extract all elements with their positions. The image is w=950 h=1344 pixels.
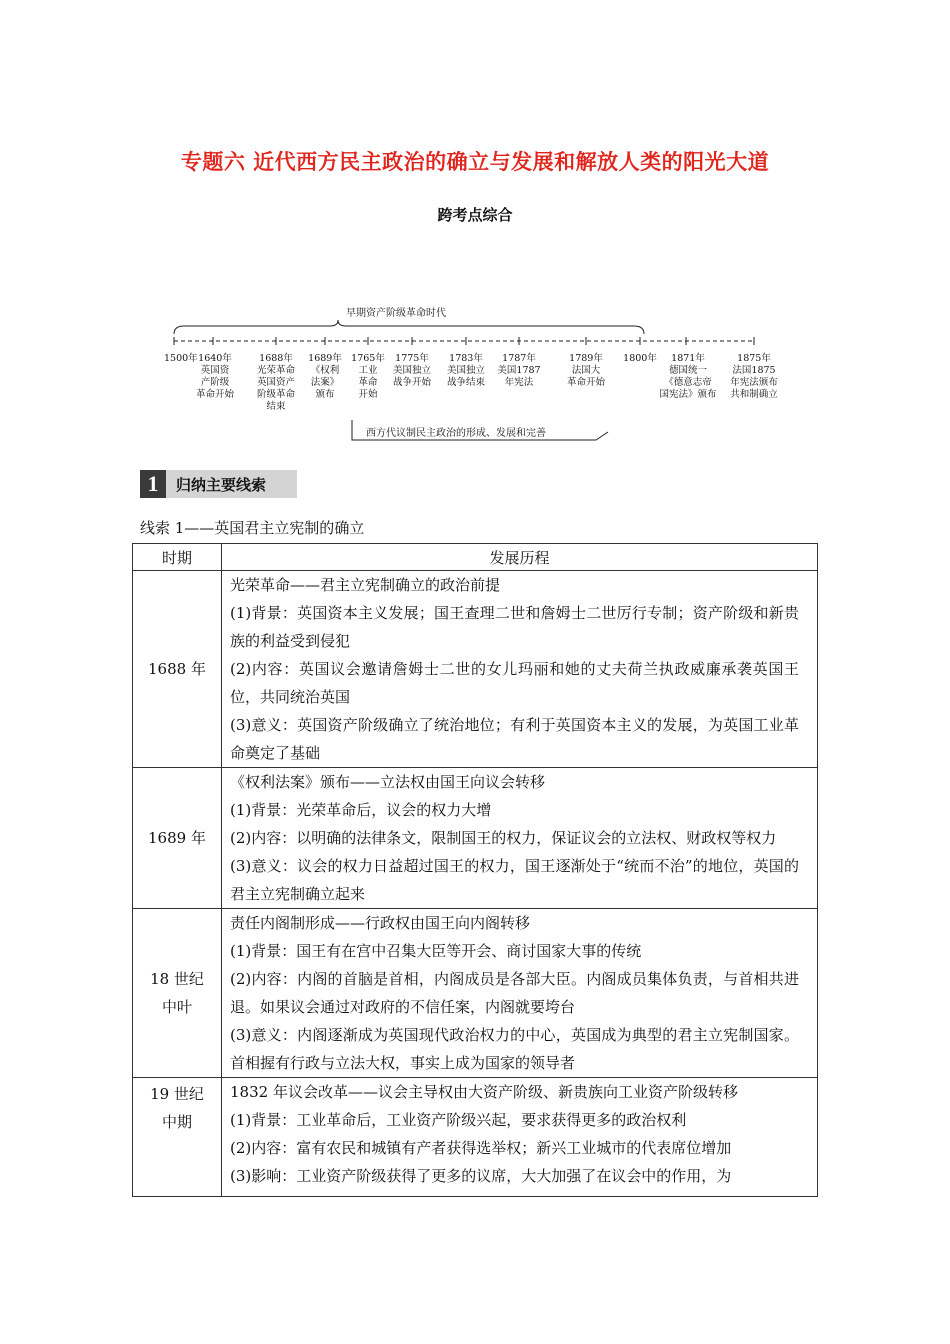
timeline-event: 1640年 英国资 产阶级 革命开始 bbox=[195, 353, 234, 400]
timeline-diagram bbox=[140, 296, 820, 446]
timeline-event: 1800年 bbox=[623, 353, 657, 364]
content-line: (2)内容：富有农民和城镇有产者获得选举权；新兴工业城市的代表席位增加 bbox=[230, 1139, 732, 1157]
content-cell bbox=[222, 768, 818, 909]
content-line: 1832 年议会改革——议会主导权由大资产阶级、新贵族向工业资产阶级转移 bbox=[230, 1083, 738, 1101]
section-number: 1 bbox=[140, 470, 166, 498]
table-row bbox=[133, 909, 818, 1078]
top-brace bbox=[174, 320, 644, 334]
history-table bbox=[132, 543, 818, 1197]
content-line: (1)背景：光荣革命后，议会的权力大增 bbox=[230, 801, 492, 819]
content-line: 《权利法案》颁布——立法权由国王向议会转移 bbox=[230, 773, 546, 791]
content-cell bbox=[222, 571, 818, 768]
timeline-event: 1500年 bbox=[164, 353, 198, 364]
timeline-event: 1783年 美国独立 战争结束 bbox=[446, 353, 485, 388]
clue-heading: 线索 1——英国君主立宪制的确立 bbox=[140, 519, 365, 537]
content-line: (2)内容：内阁的首脑是首相，内阁成员是各部大臣。内阁成员集体负责，与首相共进退。如果议会通过对政府的不信任案，内阁就要垮台 bbox=[230, 970, 799, 1016]
timeline-event: 1689年 《权利 法案》 颁布 bbox=[308, 353, 342, 400]
timeline-event: 1775年 美国独立 战争开始 bbox=[392, 353, 431, 388]
period-cell: 18 世纪中叶 bbox=[133, 909, 222, 1078]
content-line: (3)意义：议会的权力日益超过国王的权力，国王逐渐处于“统而不治”的地位，英国的君主立宪制确立起来 bbox=[230, 857, 799, 903]
timeline-event: 1789年 法国大 革命开始 bbox=[566, 353, 605, 388]
timeline-event: 1871年 德国统一 《德意志帝 国宪法》颁布 bbox=[659, 353, 717, 400]
timeline-event: 1765年 工业 革命 开始 bbox=[351, 353, 385, 400]
content-line: (3)意义：内阁逐渐成为英国现代政治权力的中心，英国成为典型的君主立宪制国家。首相握有行政与立法大权，事实上成为国家的领导者 bbox=[230, 1026, 799, 1072]
table-header-row bbox=[133, 544, 818, 571]
timeline-event: 1787年 美国1787 年宪法 bbox=[497, 353, 541, 388]
timeline-bottom-label: 西方代议制民主政治的形成、发展和完善 bbox=[366, 428, 546, 439]
content-line: (3)影响：工业资产阶级获得了更多的议席，大大加强了在议会中的作用，为 bbox=[230, 1167, 732, 1185]
column-header: 发展历程 bbox=[222, 544, 818, 571]
section-heading bbox=[140, 470, 297, 498]
content-line: 光荣革命——君主立宪制确立的政治前提 bbox=[230, 576, 501, 594]
period-cell: 19 世纪中期 bbox=[133, 1078, 222, 1197]
content-line: 责任内阁制形成——行政权由国王向内阁转移 bbox=[230, 914, 531, 932]
column-header: 时期 bbox=[133, 544, 222, 571]
page-title: 专题六 近代西方民主政治的确立与发展和解放人类的阳光大道 bbox=[180, 150, 770, 174]
content-line: (1)背景：英国资本主义发展；国王查理二世和詹姆士二世厉行专制；资产阶级和新贵族的利益受到侵犯 bbox=[230, 604, 799, 650]
content-line: (1)背景：国王有在宫中召集大臣等开会、商讨国家大事的传统 bbox=[230, 942, 642, 960]
table-row bbox=[133, 571, 818, 768]
content-line: (3)意义：英国资产阶级确立了统治地位；有利于英国资本主义的发展，为英国工业革命奠定了基础 bbox=[230, 716, 799, 762]
table-row bbox=[133, 768, 818, 909]
content-cell bbox=[222, 909, 818, 1078]
timeline-event: 1688年 光荣革命 英国资产 阶级革命 结束 bbox=[256, 353, 295, 412]
content-line: (2)内容：以明确的法律条文，限制国王的权力，保证议会的立法权、财政权等权力 bbox=[230, 829, 777, 847]
timeline-top-label: 早期资产阶级革命时代 bbox=[346, 308, 446, 319]
timeline-event: 1875年 法国1875 年宪法颁布 共和制确立 bbox=[730, 353, 778, 400]
period-cell: 1688 年 bbox=[133, 571, 222, 768]
table-row bbox=[133, 1078, 818, 1197]
section-title: 归纳主要线索 bbox=[176, 475, 267, 494]
content-cell bbox=[222, 1078, 818, 1197]
content-line: (1)背景：工业革命后，工业资产阶级兴起，要求获得更多的政治权利 bbox=[230, 1111, 687, 1129]
period-cell: 1689 年 bbox=[133, 768, 222, 909]
content-line: (2)内容：英国议会邀请詹姆士二世的女儿玛丽和她的丈夫荷兰执政威廉承袭英国王位，共同统治英国 bbox=[230, 660, 799, 706]
page-subtitle: 跨考点综合 bbox=[437, 206, 513, 224]
